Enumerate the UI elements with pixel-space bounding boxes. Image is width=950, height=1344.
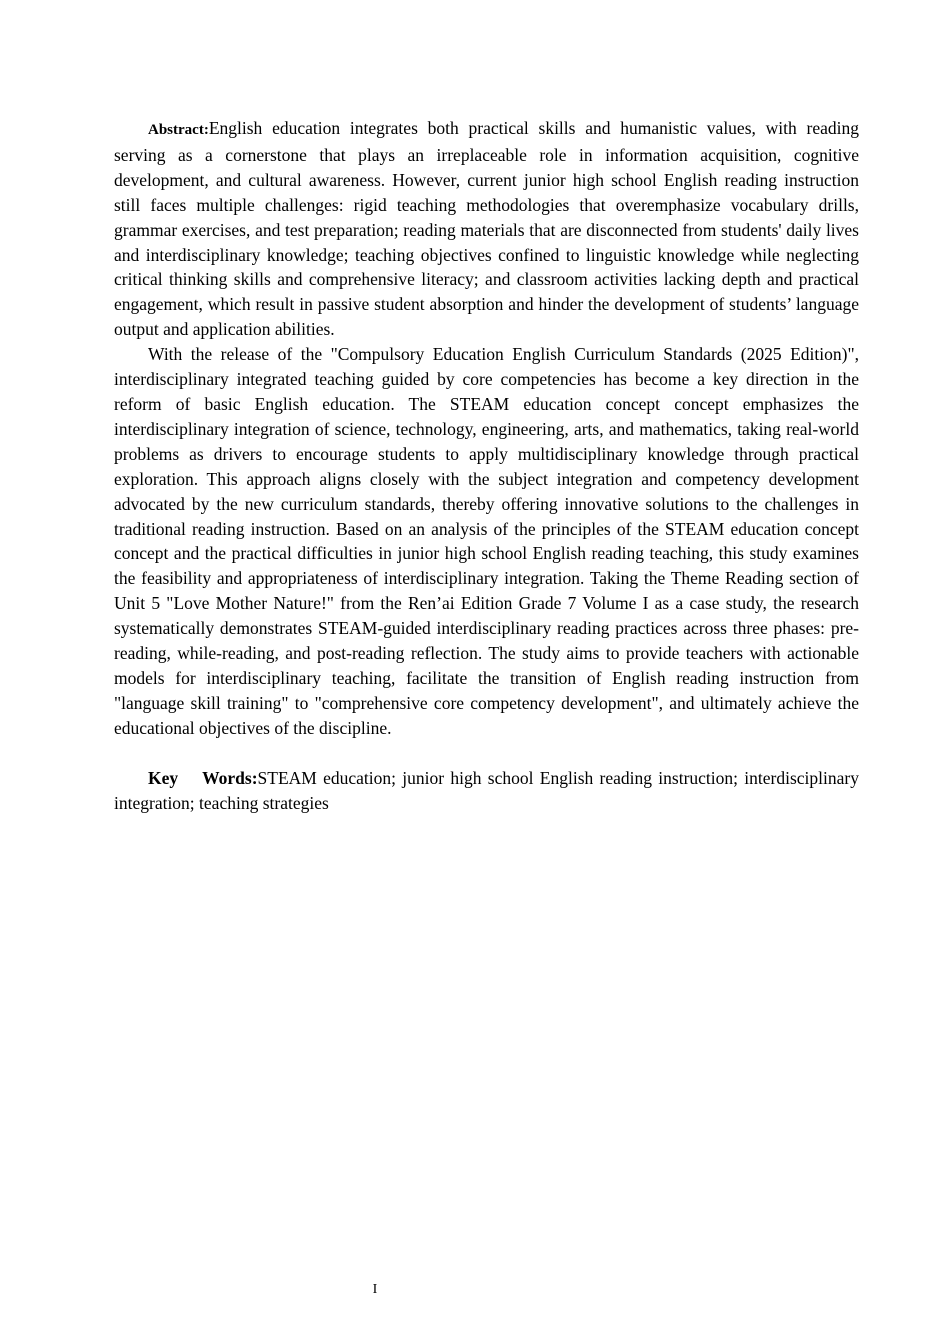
page-number: I xyxy=(372,1282,378,1297)
abstract-paragraph-1 xyxy=(114,116,859,342)
keywords-label: Key Words: xyxy=(148,767,258,788)
abstract-label: Abstract: xyxy=(148,122,209,138)
abstract-text-1: English education integrates both practical skills and humanistic values, with reading serving as a cornerstone that plays an irreplaceable role in information acquisition, cognitive development, and cultural awareness. However, current junior high school English reading instruction still faces multiple challenges: rigid teaching methodologies that overemphasize vocabulary drills, grammar exercises, and test preparation; reading materials that are disconnected from students' daily lives and interdisciplinary knowledge; teaching objectives confined to linguistic knowledge while neglecting critical thinking skills and comprehensive literacy; and classroom activities lacking depth and practical engagement, which result in passive student absorption and hinder the development of students’ language output and application abilities. xyxy=(114,118,859,340)
abstract-paragraph-2: With the release of the "Compulsory Education English Curriculum Standards (2025 Edition)", interdisciplinary integrated teaching guided by core competencies has become a key direction in the reform of basic English education. The STEAM education concept concept emphasizes the interdisciplinary integration of science, technology, engineering, arts, and mathematics, taking real-world problems as drivers to encourage students to apply multidisciplinary knowledge through practical exploration. This approach aligns closely with the subject integration and competency development advocated by the new curriculum standards, thereby offering innovative solutions to the challenges in traditional reading instruction. Based on an analysis of the principles of the STEAM education concept concept and the practical difficulties in junior high school English reading teaching, this study examines the feasibility and appropriateness of interdisciplinary integration. Taking the Theme Reading section of Unit 5 "Love Mother Nature!" from the Ren’ai Edition Grade 7 Volume I as a case study, the research systematically demonstrates STEAM-guided interdisciplinary reading practices across three phases: pre-reading, while-reading, and post-reading reflection. The study aims to provide teachers with actionable models for interdisciplinary teaching, facilitate the transition of English reading instruction from "language skill training" to "comprehensive core competency development", and ultimately achieve the educational objectives of the discipline. xyxy=(114,344,859,738)
section-spacer xyxy=(114,741,859,766)
keywords-paragraph xyxy=(114,766,859,816)
keywords-text: STEAM education; junior high school English reading instruction; interdisciplinary integration; teaching strategies xyxy=(114,767,859,813)
abstract-section xyxy=(114,116,859,815)
